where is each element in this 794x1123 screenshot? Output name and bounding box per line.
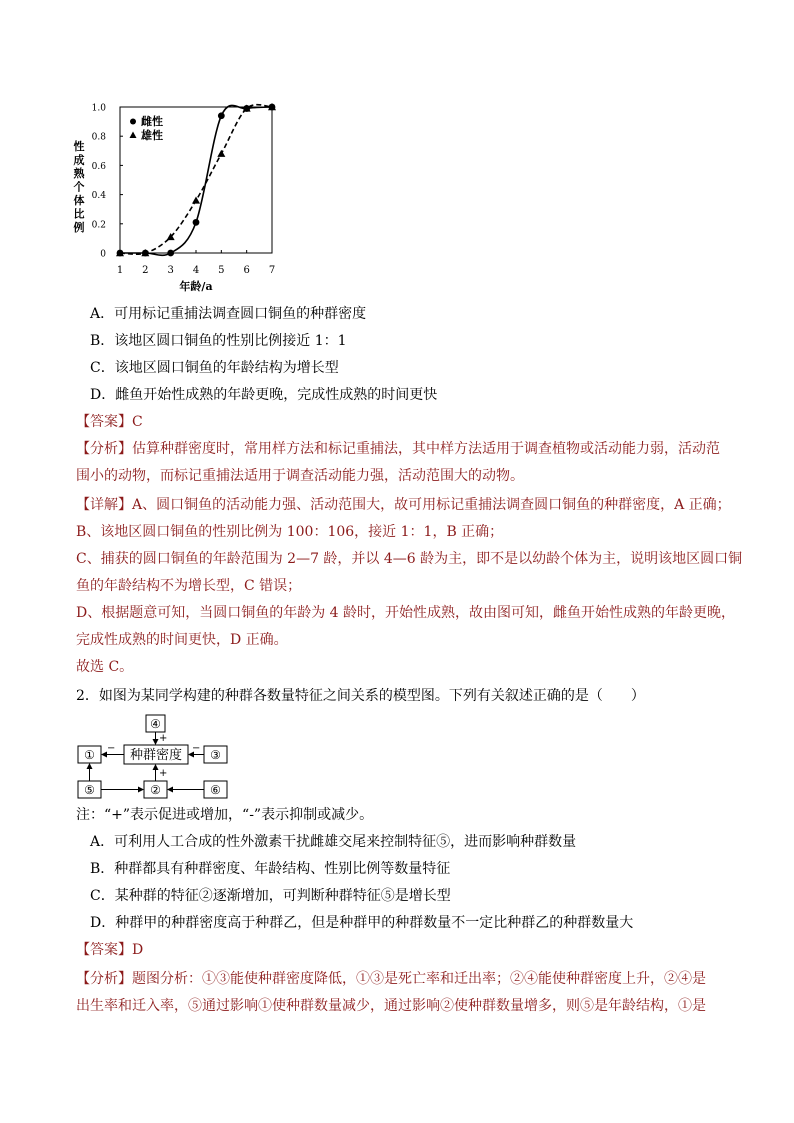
q1-detail-line: 故选 C。 (76, 659, 134, 675)
q2-option-a: A．可利用人工合成的性外激素干扰雌雄交尾来控制特征⑤，进而影响种群数量 (90, 834, 577, 850)
y-axis-label: 性成熟个体比例 (73, 140, 85, 234)
maturity-chart (70, 98, 290, 298)
x-tick-label: 2 (142, 265, 149, 276)
y-tick-label: 0.6 (91, 161, 106, 172)
sign-minus: − (192, 743, 201, 754)
node-3-label: ③ (210, 748, 221, 762)
population-model-diagram (76, 713, 241, 805)
node-1-label: ① (84, 748, 95, 762)
q1-detail-line: 【详解】A、圆口铜鱼的活动能力强、活动范围大，故可用标记重捕法调查圆口铜鱼的种群密度，A 正确； (76, 497, 731, 513)
q2-option-d: D．种群甲的种群密度高于种群乙，但是种群甲的种群数量不一定比种群乙的种群数量大 (90, 915, 634, 931)
y-tick-label: 0.8 (91, 132, 106, 143)
q2-note: 注：“+”表示促进或增加，“-”表示抑制或减少。 (76, 807, 374, 823)
q1-detail-line: C、捕获的圆口铜鱼的年龄范围为 2—7 龄，并以 4—6 龄为主，即不是以幼龄个体为主，说明该地区圆口铜 (76, 551, 743, 567)
node-5-label: ⑤ (84, 783, 95, 797)
node-6-label: ⑥ (210, 783, 221, 797)
q1-analysis-line: 【分析】估算种群密度时，常用样方法和标记重捕法，其中样方法适用于调查植物或活动能力弱，活动范 (76, 441, 720, 457)
q1-detail-line: 鱼的年龄结构不为增长型，C 错误； (76, 578, 302, 594)
q2-analysis-line: 【分析】题图分析：①③能使种群密度降低，①③是死亡率和迁出率；②④能使种群密度上升，②④是 (76, 971, 706, 987)
x-tick-label: 5 (218, 265, 225, 276)
x-tick-label: 1 (116, 265, 124, 276)
sign-plus: + (159, 733, 168, 744)
q2-analysis-line: 出生率和迁入率，⑤通过影响①使种群数量减少，通过影响②使种群数量增多，则⑤是年龄结构，①是 (76, 998, 706, 1014)
q1-analysis-line: 围小的动物，而标记重捕法适用于调查活动能力强，活动范围大的动物。 (76, 468, 524, 484)
legend-marker-female (130, 119, 136, 125)
x-tick-label: 7 (268, 265, 276, 276)
chart-legend (130, 114, 164, 142)
y-tick-label: 0 (100, 249, 106, 260)
data-point-female (167, 250, 174, 257)
q1-option-a: A．可用标记重捕法调查圆口铜鱼的种群密度 (90, 306, 367, 322)
q2-stem: 2．如图为某同学构建的种群各数量特征之间关系的模型图。下列有关叙述正确的是（ ） (76, 688, 645, 704)
q2-answer: 【答案】D (76, 942, 144, 958)
q2-option-c: C．某种群的特征②逐渐增加，可判断种群特征⑤是增长型 (90, 888, 451, 904)
q2-option-b: B．种群都具有种群密度、年龄结构、性别比例等数量特征 (90, 861, 451, 877)
q1-option-b: B．该地区圆口铜鱼的性别比例接近 1：1 (90, 333, 347, 349)
q1-detail-line: D、根据题意可知，当圆口铜鱼的年龄为 4 龄时，开始性成熟，故由图可知，雌鱼开始性成熟的年龄更晚， (76, 605, 736, 621)
x-tick-label: 4 (192, 265, 200, 276)
chart-axes (74, 104, 276, 294)
legend-label: 雄性 (141, 129, 163, 142)
legend-marker-male (130, 132, 137, 139)
data-point-female (218, 112, 225, 119)
sign-minus: − (107, 743, 116, 754)
x-tick-label: 6 (243, 265, 250, 276)
node-4-label: ④ (150, 717, 161, 731)
legend-label: 雌性 (141, 115, 163, 128)
q1-option-d: D．雌鱼开始性成熟的年龄更晚，完成性成熟的时间更快 (90, 387, 438, 403)
data-point-male (192, 196, 200, 203)
center-label: 种群密度 (129, 748, 183, 763)
x-axis-label: 年龄/a (179, 280, 213, 293)
data-point-male (217, 150, 225, 157)
y-tick-label: 0.2 (91, 220, 106, 231)
x-tick-label: 3 (167, 265, 174, 276)
sign-plus: + (159, 768, 168, 779)
q1-detail-line: 完成性成熟的时间更快，D 正确。 (76, 632, 288, 648)
q1-answer: 【答案】C (76, 414, 143, 430)
q1-detail-line: B、该地区圆口铜鱼的性别比例为 100：106，接近 1：1，B 正确； (76, 524, 504, 540)
node-2-label: ② (150, 783, 161, 797)
chart-series (116, 103, 276, 256)
y-tick-label: 0.4 (91, 191, 106, 202)
q1-option-c: C．该地区圆口铜鱼的年龄结构为增长型 (90, 360, 339, 376)
data-point-female (193, 219, 200, 226)
y-tick-label: 1.0 (91, 103, 106, 114)
